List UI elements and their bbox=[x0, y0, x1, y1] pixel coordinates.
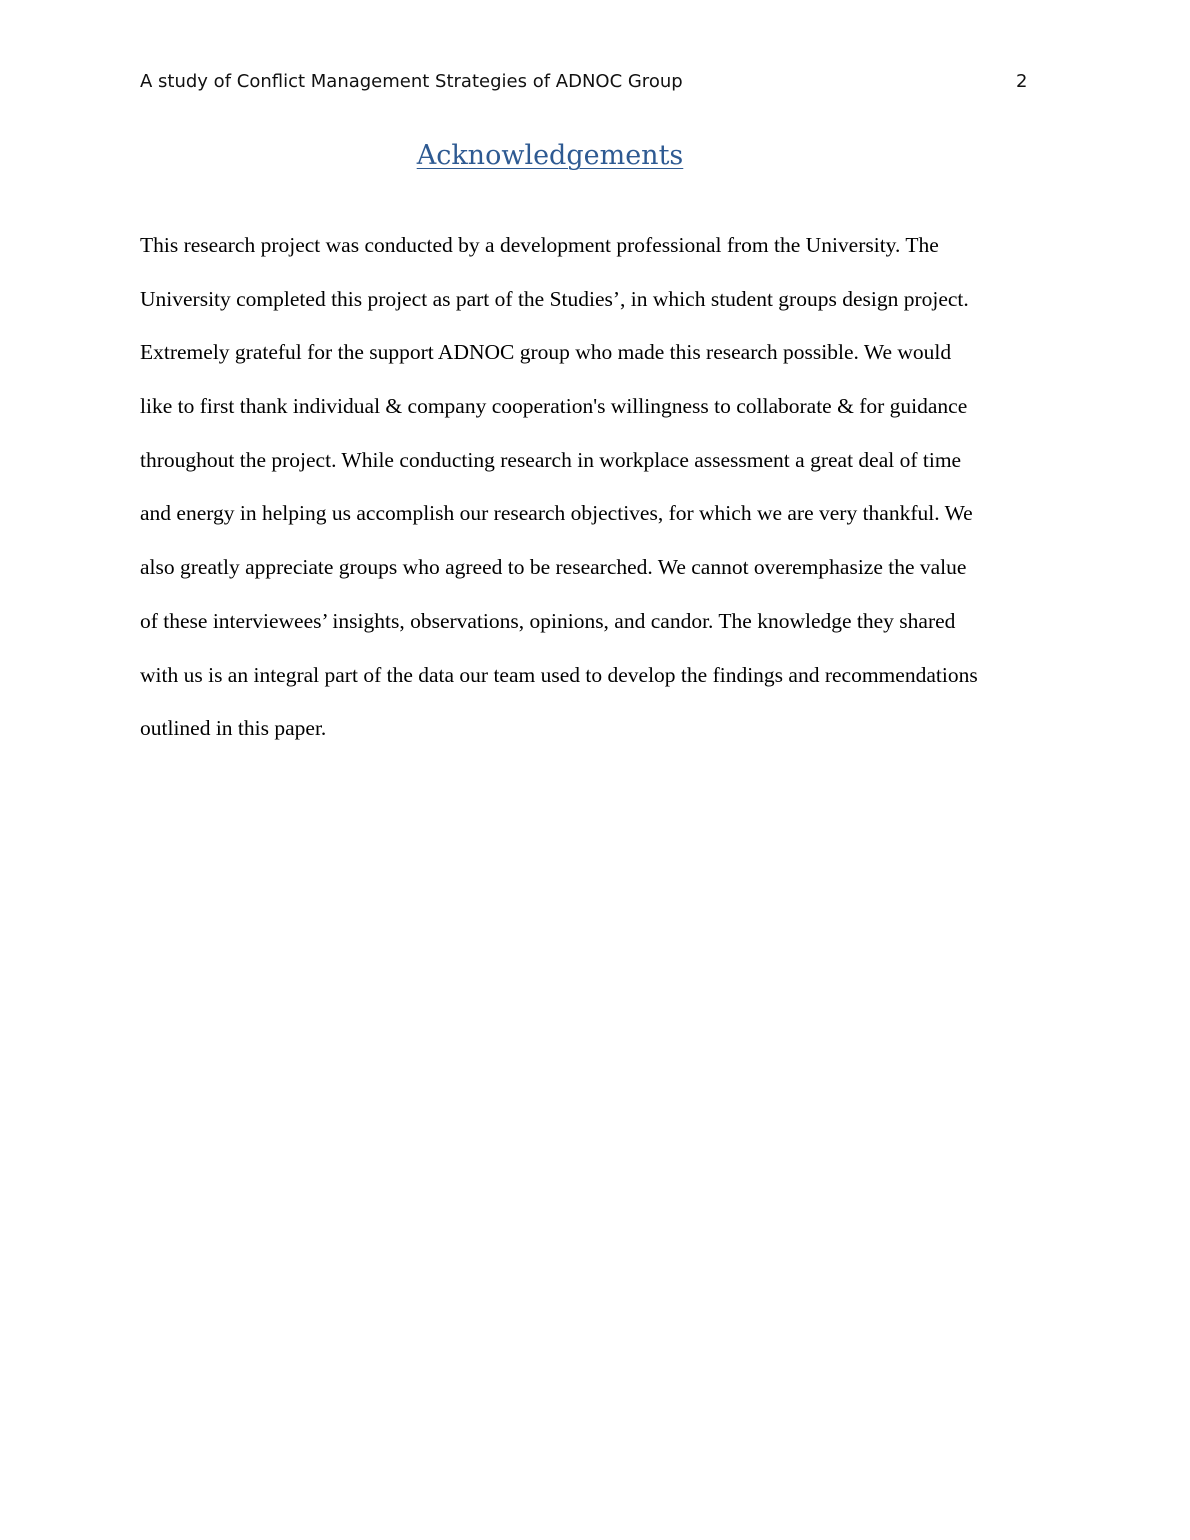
page-number: 2 bbox=[1016, 71, 1028, 92]
section-heading: Acknowledgements bbox=[416, 140, 684, 171]
paragraph-line: This research project was conducted by a development professional from the University. The bbox=[140, 233, 939, 257]
paragraph-line: throughout the project. While conducting research in workplace assessment a great deal of time bbox=[140, 447, 962, 472]
paragraph-line: of these interviewees’ insights, observations, opinions, and candor. The knowledge they shared bbox=[140, 608, 956, 633]
acknowledgements-paragraph bbox=[140, 227, 1060, 764]
paragraph-line: and energy in helping us accomplish our research objectives, for which we are very thankful. We bbox=[140, 501, 973, 526]
paragraph-line: Extremely grateful for the support ADNOC group who made this research possible. We would bbox=[140, 340, 952, 365]
running-header-title: A study of Conflict Management Strategies of ADNOC Group bbox=[140, 71, 683, 92]
paragraph-line: University completed this project as part of the Studies’, in which student groups design project. bbox=[140, 286, 969, 311]
paragraph-line: outlined in this paper. bbox=[140, 716, 327, 741]
paragraph-line: with us is an integral part of the data our team used to develop the findings and recommendations bbox=[140, 662, 978, 687]
paragraph-line: also greatly appreciate groups who agreed to be researched. We cannot overemphasize the value bbox=[140, 555, 967, 580]
paragraph-line: like to first thank individual & company cooperation's willingness to collaborate & for guidance bbox=[140, 394, 968, 419]
